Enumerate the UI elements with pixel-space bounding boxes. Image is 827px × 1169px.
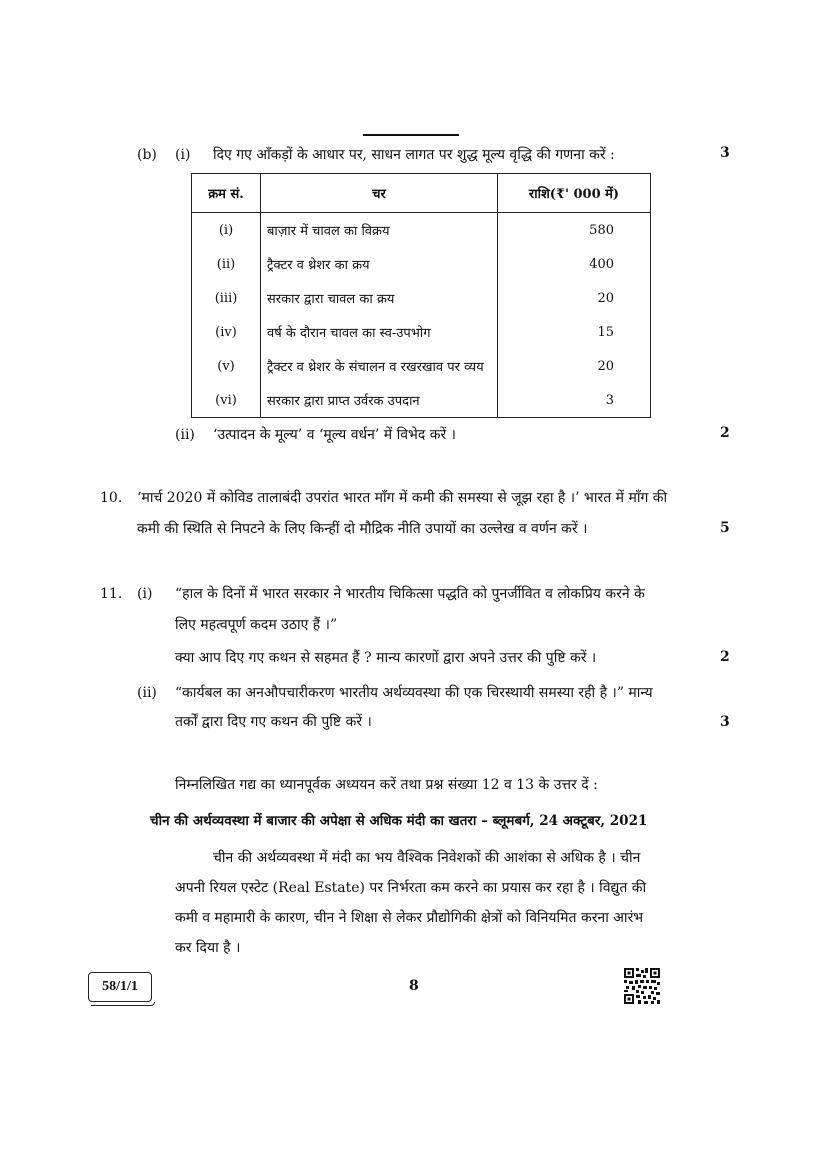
row-amount: 20 [498,281,651,315]
row-item: ट्रैक्टर व थ्रेशर के संचालन व रखरखाव पर व्यय [261,349,498,383]
row-serial: (iii) [192,281,261,315]
q11-ii-line1: “कार्यबल का अनऔपचारीकरण भारतीय अर्थव्यवस्था की एक चिरस्थायी समस्या रही है ।” मान्य [175,685,653,701]
q11-i-label: (i) [137,586,153,602]
row-serial: (ii) [192,247,261,281]
q10-marks: 5 [720,520,730,536]
q9b-ii-marks: 2 [720,425,730,441]
row-item: ट्रैक्टर व थ्रेशर का क्रय [261,247,498,281]
row-amount: 400 [498,247,651,281]
q11-ii-label: (ii) [137,685,157,701]
q9b-ii-label: (ii) [175,427,195,443]
q11-i-line1: “हाल के दिनों में भारत सरकार ने भारतीय चिकित्सा पद्धति को पुनर्जीवित व लोकप्रिय करने के [175,586,645,602]
row-item: सरकार द्वारा चावल का क्रय [261,281,498,315]
data-table [191,173,651,418]
table-header-row [192,174,651,213]
header-amount: राशि(₹' 000 में) [498,174,651,213]
row-item: सरकार द्वारा प्राप्त उर्वरक उपदान [261,383,498,418]
row-amount: 3 [498,383,651,418]
q10-line2: कमी की स्थिति से निपटने के लिए किन्हीं दो मौद्रिक नीति उपायों का उल्लेख व वर्णन करें । [137,521,588,537]
q10-line1: ‘मार्च 2020 में कोविड तालाबंदी उपरांत भारत माँग में कमी की समस्या से जूझ रहा है ।’ भारत में माँग की [137,490,668,506]
q11-i-line2: लिए महत्वपूर्ण कदम उठाए हैं ।” [175,617,338,633]
table-row [192,349,651,383]
table-row [192,213,651,248]
q11-ii-marks: 3 [720,714,730,730]
q9b-marks: 3 [720,145,730,161]
paper-code-box: 58/1/1 [88,972,152,1002]
row-serial: (vi) [192,383,261,418]
row-serial: (i) [192,213,261,248]
q11-ii-line2: तर्कों द्वारा दिए गए कथन की पुष्टि करें । [175,714,372,730]
header-item: चर [261,174,498,213]
row-serial: (iv) [192,315,261,349]
q11-i-line3: क्या आप दिए गए कथन से सहमत हैं ? मान्य कारणों द्वारा अपने उत्तर की पुष्टि करें । [175,650,597,666]
passage-heading: चीन की अर्थव्यवस्था में बाजार की अपेक्षा से अधिक मंदी का खतरा – ब्लूमबर्ग, 24 अक्टूबर, 2021 [150,813,648,829]
passage-line3: कमी व महामारी के कारण, चीन ने शिक्षा से लेकर प्रौद्योगिकी क्षेत्रों को विनियमित करना आरंभ [175,910,644,926]
passage-instruction: निम्नलिखित गद्य का ध्यानपूर्वक अध्ययन करें तथा प्रश्न संख्या 12 व 13 के उत्तर दें : [175,777,598,793]
q10-number: 10. [100,490,123,506]
row-serial: (v) [192,349,261,383]
page-number: 8 [409,978,419,994]
q9b-ii-text: ‘उत्पादन के मूल्य’ व ‘मूल्य वर्धन’ में विभेद करें । [213,427,456,443]
passage-line4: कर दिया है । [175,940,241,956]
table-row [192,281,651,315]
q9b-label: (b) [137,147,157,163]
table-row [192,383,651,418]
row-amount: 580 [498,213,651,248]
q11-i-marks: 2 [720,649,730,665]
q11-number: 11. [100,586,123,602]
qr-code-icon [624,968,660,1004]
passage-line1: चीन की अर्थव्यवस्था में मंदी का भय वैश्विक निवेशकों की आशंका से अधिक है । चीन [213,850,641,866]
top-rule [363,134,459,136]
row-item: वर्ष के दौरान चावल का स्व-उपभोग [261,315,498,349]
table-row [192,315,651,349]
row-item: बाज़ार में चावल का विक्रय [261,213,498,248]
q9b-prompt: दिए गए आँकड़ों के आधार पर, साधन लागत पर शुद्ध मूल्य वृद्धि की गणना करें : [213,147,615,163]
header-serial: क्रम सं. [192,174,261,213]
row-amount: 15 [498,315,651,349]
row-amount: 20 [498,349,651,383]
q9b-i-label: (i) [175,147,191,163]
passage-line2: अपनी रियल एस्टेट (Real Estate) पर निर्भरता कम करने का प्रयास कर रहा है । विद्युत की [175,880,647,896]
table-row [192,247,651,281]
